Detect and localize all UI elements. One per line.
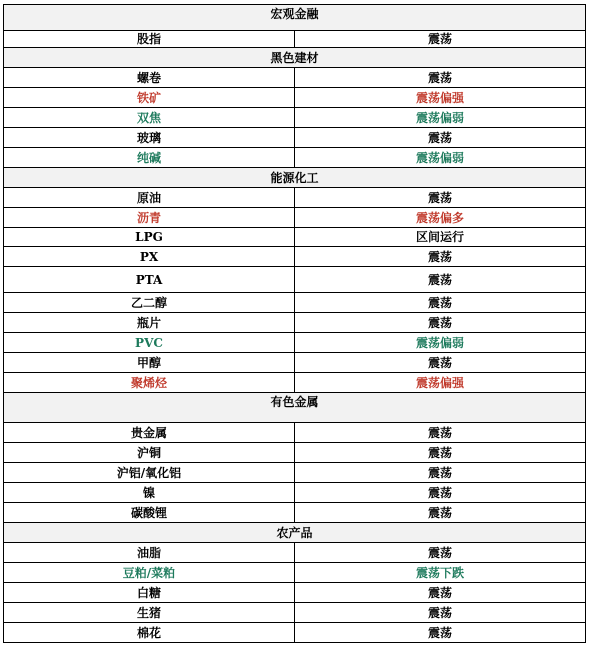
- commodity-name-cell: 贵金属: [4, 423, 295, 443]
- commodity-name-cell: PTA: [4, 267, 295, 293]
- outlook-cell: 震荡偏强: [295, 88, 586, 108]
- table-row: [4, 267, 586, 293]
- outlook-cell: 区间运行: [295, 228, 586, 247]
- outlook-cell: 震荡偏弱: [295, 333, 586, 353]
- section-header-row: [4, 393, 586, 423]
- outlook-cell: 震荡: [295, 188, 586, 208]
- table-row: [4, 247, 586, 267]
- outlook-cell: 震荡: [295, 623, 586, 643]
- commodity-name-cell: 乙二醇: [4, 293, 295, 313]
- section-header-row: [4, 523, 586, 543]
- table-row: [4, 68, 586, 88]
- table-row: [4, 88, 586, 108]
- table-row: [4, 228, 586, 247]
- outlook-cell: 震荡: [295, 267, 586, 293]
- commodity-name-cell: 聚烯烃: [4, 373, 295, 393]
- outlook-cell: 震荡: [295, 583, 586, 603]
- outlook-cell: 震荡偏弱: [295, 108, 586, 128]
- outlook-cell: 震荡: [295, 483, 586, 503]
- section-title: 能源化工: [4, 168, 586, 188]
- table-row: [4, 108, 586, 128]
- commodity-outlook-table-body: [4, 5, 586, 643]
- outlook-cell: 震荡: [295, 543, 586, 563]
- outlook-cell: 震荡: [295, 603, 586, 623]
- outlook-cell: 震荡: [295, 68, 586, 88]
- table-row: [4, 423, 586, 443]
- commodity-name-cell: 瓶片: [4, 313, 295, 333]
- table-row: [4, 148, 586, 168]
- commodity-name-cell: LPG: [4, 228, 295, 247]
- table-row: [4, 603, 586, 623]
- outlook-cell: 震荡: [295, 443, 586, 463]
- commodity-name-cell: 镍: [4, 483, 295, 503]
- table-row: [4, 208, 586, 228]
- commodity-name-cell: 玻璃: [4, 128, 295, 148]
- commodity-name-cell: 双焦: [4, 108, 295, 128]
- table-row: [4, 313, 586, 333]
- outlook-cell: 震荡: [295, 31, 586, 48]
- outlook-cell: 震荡: [295, 313, 586, 333]
- commodity-name-cell: 沪铝/氧化铝: [4, 463, 295, 483]
- outlook-cell: 震荡偏强: [295, 373, 586, 393]
- outlook-cell: 震荡: [295, 353, 586, 373]
- table-row: [4, 31, 586, 48]
- outlook-cell: 震荡偏弱: [295, 148, 586, 168]
- outlook-cell: 震荡: [295, 247, 586, 267]
- section-title: 农产品: [4, 523, 586, 543]
- section-title: 黑色建材: [4, 48, 586, 68]
- commodity-name-cell: 油脂: [4, 543, 295, 563]
- section-header-row: [4, 168, 586, 188]
- outlook-cell: 震荡: [295, 463, 586, 483]
- table-row: [4, 503, 586, 523]
- outlook-cell: 震荡偏多: [295, 208, 586, 228]
- table-row: [4, 333, 586, 353]
- section-header-row: [4, 5, 586, 31]
- table-row: [4, 128, 586, 148]
- table-row: [4, 483, 586, 503]
- table-row: [4, 463, 586, 483]
- commodity-name-cell: 沪铜: [4, 443, 295, 463]
- table-row: [4, 353, 586, 373]
- section-header-row: [4, 48, 586, 68]
- outlook-cell: 震荡: [295, 293, 586, 313]
- table-row: [4, 443, 586, 463]
- outlook-cell: 震荡: [295, 503, 586, 523]
- outlook-cell: 震荡下跌: [295, 563, 586, 583]
- commodity-name-cell: 豆粕/菜粕: [4, 563, 295, 583]
- commodity-name-cell: 白糖: [4, 583, 295, 603]
- table-row: [4, 623, 586, 643]
- commodity-name-cell: 生猪: [4, 603, 295, 623]
- commodity-name-cell: 沥青: [4, 208, 295, 228]
- section-title: 宏观金融: [4, 5, 586, 31]
- commodity-name-cell: PVC: [4, 333, 295, 353]
- table-row: [4, 293, 586, 313]
- table-row: [4, 563, 586, 583]
- commodity-name-cell: 螺卷: [4, 68, 295, 88]
- table-row: [4, 188, 586, 208]
- table-row: [4, 583, 586, 603]
- section-title: 有色金属: [4, 393, 586, 423]
- commodity-name-cell: PX: [4, 247, 295, 267]
- commodity-name-cell: 棉花: [4, 623, 295, 643]
- commodity-name-cell: 股指: [4, 31, 295, 48]
- commodity-name-cell: 碳酸锂: [4, 503, 295, 523]
- commodity-name-cell: 甲醇: [4, 353, 295, 373]
- commodity-outlook-table: [3, 4, 586, 643]
- table-row: [4, 543, 586, 563]
- commodity-name-cell: 纯碱: [4, 148, 295, 168]
- outlook-cell: 震荡: [295, 128, 586, 148]
- table-row: [4, 373, 586, 393]
- outlook-cell: 震荡: [295, 423, 586, 443]
- commodity-name-cell: 铁矿: [4, 88, 295, 108]
- commodity-name-cell: 原油: [4, 188, 295, 208]
